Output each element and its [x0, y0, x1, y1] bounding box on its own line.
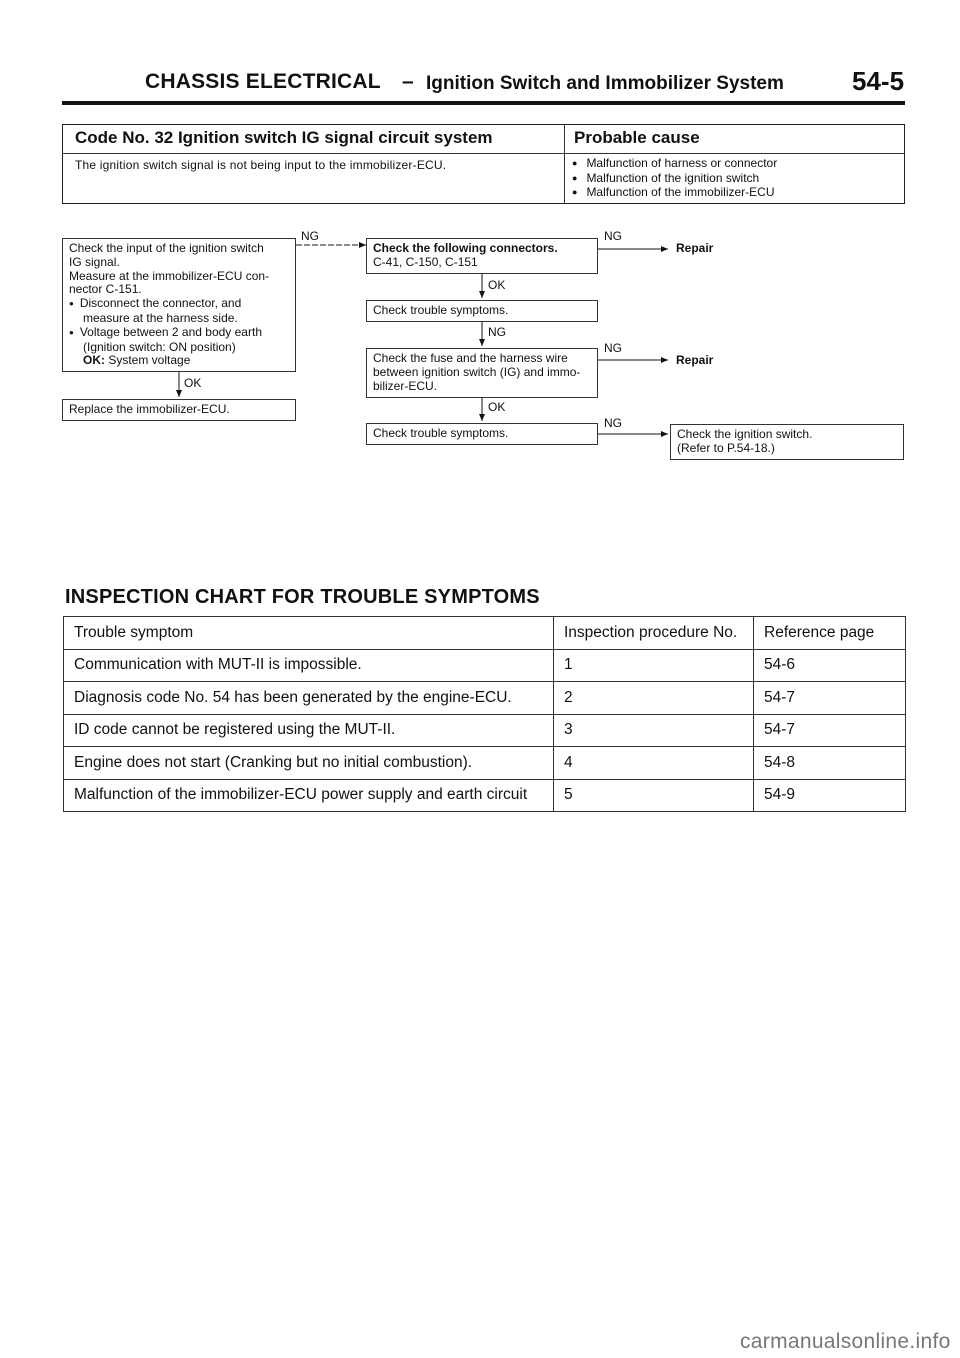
ignition-line: (Refer to P.54-18.) — [677, 440, 775, 455]
box1-bullet-cont: measure at the harness side. — [83, 310, 238, 325]
box1-bullet-cont: (Ignition switch: ON position) — [83, 339, 236, 354]
table-row — [64, 682, 906, 715]
replace-text: Replace the immobilizer-ECU. — [69, 402, 230, 416]
flow-box-check-fuse — [366, 348, 598, 398]
page-number: 54-5 — [852, 66, 905, 96]
fuse-line: Check the fuse and the harness wire — [373, 351, 568, 365]
cell-procedure: 1 — [554, 649, 754, 682]
trouble2-text: Check trouble symptoms. — [373, 426, 509, 440]
cell-reference: 54-7 — [754, 714, 906, 747]
probable-cause-title: Probable cause — [574, 128, 700, 147]
cell-reference: 54-9 — [754, 779, 906, 812]
box1-line: IG signal. — [69, 254, 120, 269]
ok-label: OK — [184, 376, 202, 390]
table-row — [64, 649, 906, 682]
cell-procedure: 4 — [554, 747, 754, 780]
flow-box-trouble-symptoms-1 — [366, 300, 598, 322]
trouble1-text: Check trouble symptoms. — [373, 303, 509, 317]
ng-label: NG — [301, 229, 319, 243]
table-header-row — [64, 617, 906, 650]
flow-box-check-input — [62, 238, 296, 372]
cell-procedure: 5 — [554, 779, 754, 812]
col-header-symptom: Trouble symptom — [64, 617, 554, 650]
box1-ok-spec — [69, 354, 289, 368]
section-title: CHASSIS ELECTRICAL — [145, 70, 381, 93]
cause-item: ● Malfunction of the ignition switch — [572, 172, 777, 187]
box1-bullet: ● Voltage between 2 and body earth — [69, 326, 289, 341]
connectors-list: C-41, C-150, C-151 — [373, 254, 478, 269]
box1-line: Measure at the immobilizer-ECU con- — [69, 268, 270, 283]
flow-box-check-ignition-switch — [670, 424, 904, 460]
ok-spec-value: System voltage — [108, 353, 191, 368]
repair-label: Repair — [676, 241, 714, 255]
ng-label: NG — [604, 341, 622, 355]
cell-symptom: Diagnosis code No. 54 has been generated by the engine-ECU. — [64, 682, 554, 715]
cause-item: ● Malfunction of harness or connector — [572, 157, 777, 172]
col-header-procedure: Inspection procedure No. — [554, 617, 754, 650]
fuse-line: bilizer-ECU. — [373, 378, 438, 393]
cell-reference: 54-8 — [754, 747, 906, 780]
code-title: Code No. 32 Ignition switch IG signal circuit system — [75, 128, 493, 147]
ng-label: NG — [604, 416, 622, 430]
ng-label: NG — [604, 229, 622, 243]
table-row — [64, 747, 906, 780]
cell-symptom: ID code cannot be registered using the MUT-II. — [64, 714, 554, 747]
ok-spec-label: OK: — [83, 353, 105, 368]
box1-bullet: ● Disconnect the connector, and — [69, 297, 289, 312]
ignition-line: Check the ignition switch. — [677, 427, 813, 441]
code-description: The ignition switch signal is not being input to the immobilizer-ECU. — [75, 158, 447, 172]
cell-symptom: Malfunction of the immobilizer-ECU power supply and earth circuit — [64, 779, 554, 812]
fuse-line: between ignition switch (IG) and immo- — [373, 364, 581, 379]
cell-reference: 54-6 — [754, 649, 906, 682]
box1-line: nector C-151. — [69, 282, 142, 297]
ok-label: OK — [488, 278, 506, 292]
box1-line: Check the input of the ignition switch — [69, 241, 264, 255]
flow-box-check-connectors — [366, 238, 598, 274]
page-title: Ignition Switch and Immobilizer System — [426, 73, 784, 94]
col-header-reference: Reference page — [754, 617, 906, 650]
table-row — [64, 714, 906, 747]
cell-symptom: Communication with MUT-II is impossible. — [64, 649, 554, 682]
repair-label: Repair — [676, 353, 714, 367]
connectors-title: Check the following connectors. — [373, 241, 558, 255]
ok-label: OK — [488, 400, 506, 414]
cell-reference: 54-7 — [754, 682, 906, 715]
cell-procedure: 2 — [554, 682, 754, 715]
ng-label: NG — [488, 325, 506, 339]
watermark: carmanualsonline.info — [740, 1330, 951, 1353]
inspection-chart-heading: INSPECTION CHART FOR TROUBLE SYMPTOMS — [65, 586, 540, 608]
cell-symptom: Engine does not start (Cranking but no initial combustion). — [64, 747, 554, 780]
trouble-symptom-table — [63, 616, 906, 812]
table-row — [64, 779, 906, 812]
flow-box-trouble-symptoms-2 — [366, 423, 598, 445]
title-dash: – — [402, 70, 414, 93]
flow-box-replace-ecu — [62, 399, 296, 421]
cause-item: ● Malfunction of the immobilizer-ECU — [572, 186, 777, 201]
cell-procedure: 3 — [554, 714, 754, 747]
